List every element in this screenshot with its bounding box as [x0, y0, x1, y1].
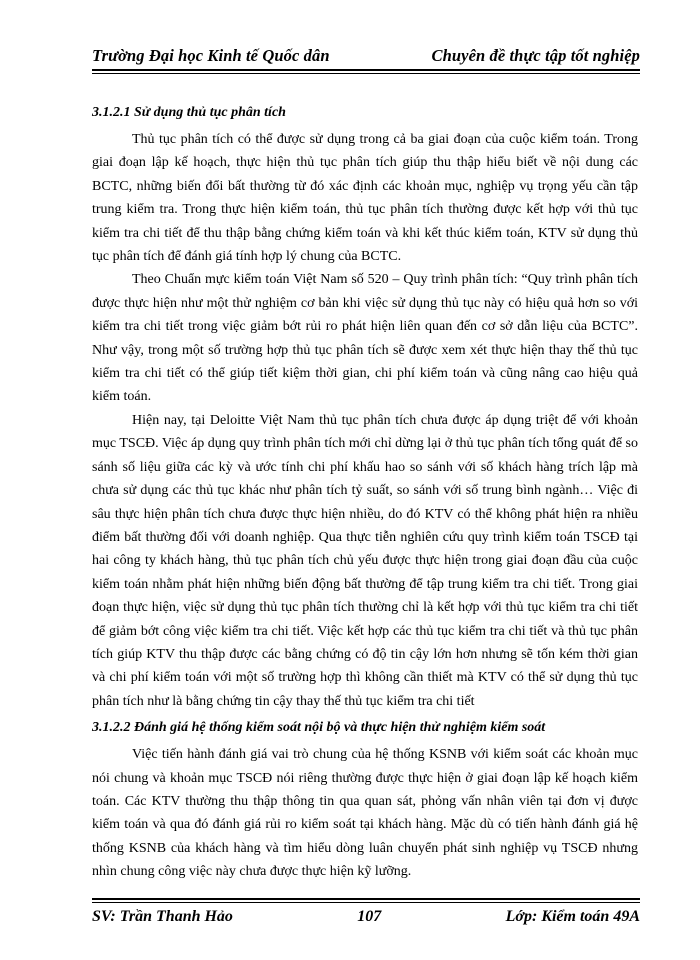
page-number: 107: [357, 908, 382, 925]
paragraph: Theo Chuẩn mực kiểm toán Việt Nam số 520 – Quy trình phân tích: “Quy trình phân tích được thực hiện như một thử nghiệm cơ bản khi việc sử dụng thủ tục này có hiệu quả hơn so với kiểm tra chi tiết trong việc giảm bớt rủi ro phát hiện liên quan đến cơ sở dẫn liệu của BCTC”. Như vậy, trong một số trường hợp thủ tục phân tích sẽ được xem xét thực hiện thay thế thủ tục kiểm tra chi tiết có thể giúp tiết kiệm thời gian, chi phí kiểm toán và cũng nâng cao hiệu quả kiểm toán.: [92, 272, 638, 405]
footer-rule: [92, 898, 640, 900]
paragraph: Việc tiến hành đánh giá vai trò chung của hệ thống KSNB với kiểm soát các khoản mục nói chung và khoản mục TSCĐ nói riêng thường được thực hiện ở giai đoạn lập kế hoạch kiểm toán. Các KTV thường thu thập thông tin qua quan sát, phỏng vấn nhân viên tại đơn vị được kiểm toán và qua đó đánh giá rủi ro kiểm soát tại khách hàng. Mặc dù có tiến hành đánh giá hệ thống KSNB của khách hàng và tìm hiểu dòng luân chuyển phát sinh nghiệp vụ TSCĐ nhưng nhìn chung công việc này chưa được thực hiện kỹ lưỡng.: [92, 747, 638, 880]
section-heading-internal-control: 3.1.2.2 Đánh giá hệ thống kiểm soát nội bộ và thực hiện thử nghiệm kiểm soát: [92, 720, 546, 736]
page-header: [92, 40, 640, 66]
footer-rule-thin: [92, 902, 640, 903]
header-document-type: Chuyên đề thực tập tốt nghiệp: [431, 46, 640, 65]
page-body: [92, 102, 638, 884]
header-rule-thin: [92, 73, 640, 74]
paragraph: Hiện nay, tại Deloitte Việt Nam thủ tục phân tích chưa được áp dụng triệt để với khoản mục TSCĐ. Việc áp dụng quy trình phân tích mới chỉ dừng lại ở thủ tục phân tích tổng quát để so sánh số liệu giữa các kỳ và ước tính chi phí khấu hao so sánh với số khách hàng trích lập mà chưa sử dụng các thủ tục khác như phân tích tỷ suất, so sánh với số trung bình ngành… Việc đi sâu thực hiện phân tích chưa được thực hiện nhiều, do đó KTV có thể không phát hiện ra nhiều điểm bất thường đối với doanh nghiệp. Qua thực tiễn nghiên cứu quy trình kiểm toán TSCĐ tại hai công ty khách hàng, thủ tục phân tích chủ yếu được thực hiện trong giai đoạn đầu của cuộc kiểm toán nhằm phát hiện những biến động bất thường để tập trung kiểm tra chi tiết. Trong giai đoạn thực hiện, việc sử dụng thủ tục phân tích thường chỉ là kết hợp với thủ tục kiểm tra chi tiết để giảm bớt công việc kiểm tra chi tiết. Việc kết hợp các thủ tục kiểm tra chi tiết và thủ tục phân tích giúp KTV thu thập được các bằng chứng có độ tin cậy lớn hơn nhưng sẽ tốn kém thời gian và chi phí kiểm toán với một số trường hợp thì không cần thiết mà KTV có thể sử dụng thủ tục phân tích như là bằng chứng tin cậy thay thế thủ tục kiểm tra chi tiết: [92, 412, 638, 709]
paragraph: Thủ tục phân tích có thể được sử dụng trong cả ba giai đoạn của cuộc kiểm toán. Trong giai đoạn lập kế hoạch, thực hiện thủ tục phân tích giúp thu thập hiểu biết về nội dung các BCTC, những biến đổi bất thường từ đó xác định các khoản mục, nghiệp vụ trọng yếu cần tập trung kiểm tra. Trong thực hiện kiểm toán, thủ tục phân tích thường được kết hợp với thủ tục kiểm tra chi tiết để thu thập bằng chứng kiểm toán và khi kết thúc kiểm toán, KTV sử dụng thủ tục phân tích để đánh giá tính hợp lý chung của BCTC.: [92, 132, 638, 265]
header-university: Trường Đại học Kinh tế Quốc dân: [92, 46, 330, 65]
header-rule: [92, 69, 640, 71]
footer-student-name: SV: Trần Thanh Hảo: [92, 908, 233, 925]
footer-class: Lớp: Kiểm toán 49A: [505, 908, 640, 925]
page-footer: [92, 908, 640, 926]
section-heading-analytical-procedures: 3.1.2.1 Sử dụng thủ tục phân tích: [92, 105, 286, 120]
